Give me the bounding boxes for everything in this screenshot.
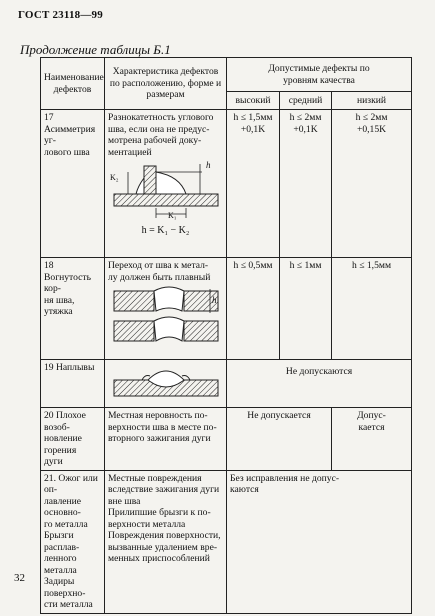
defect-name: 21. Ожог или оп- лавление основно- го металла Брызги расплав- ленного металла Задиры поверхно- сти металла (41, 470, 105, 613)
defect-name: 17 Асимметрия уг- лового шва (41, 110, 105, 258)
table-subtitle: Продолжение таблицы Б.1 (20, 42, 171, 57)
fillet-weld-asymmetry-figure (110, 160, 222, 224)
description-text: Переход от шва к метал- лу должен быть плавный (108, 260, 211, 283)
defect-description: Местные повреждения вследствие зажигания дуги вне шва Прилипшие брызги к по- верхности металла Повреждения поверхности, вызванные удалением вре- менных приспособлений (105, 470, 227, 613)
label-h: h (212, 295, 217, 305)
repair-required-merged: Без исправления не допус- каются (227, 470, 412, 613)
label-k2: K₂ (110, 173, 119, 182)
table-row (41, 470, 412, 613)
not-allowed-merged: Не допускаются (227, 360, 412, 408)
asymmetry-formula: h = K₁ − K₂ (141, 225, 190, 236)
column-header-medium: средний (280, 92, 332, 110)
level-medium-value: h ≤ 2мм +0,1K (280, 110, 332, 258)
level-low-value: h ≤ 2мм +0,15K (332, 110, 412, 258)
standard-header: ГОСТ 23118—99 (18, 9, 103, 21)
column-header-low: низкий (332, 92, 412, 110)
level-medium-value: h ≤ 1мм (280, 258, 332, 360)
table-row (41, 110, 412, 258)
header-row (41, 58, 412, 92)
level-high-value: h ≤ 1,5мм +0,1K (227, 110, 280, 258)
label-k1: K₁ (168, 211, 177, 220)
defects-table (40, 57, 412, 614)
column-header-allowed: Допустимые дефекты по уровням качества (227, 58, 412, 92)
level-low-value: Допус- кается (332, 408, 412, 471)
table-row (41, 408, 412, 471)
table-row (41, 258, 412, 360)
root-concavity-figure (110, 285, 222, 347)
level-high-value: h ≤ 0,5мм (227, 258, 280, 360)
column-header-name: Наименование дефектов (41, 58, 105, 110)
defect-description (105, 258, 227, 360)
overlap-figure (110, 364, 222, 402)
table-row (41, 360, 412, 408)
level-high-medium-value: Не допускается (227, 408, 332, 471)
page-number: 32 (14, 572, 25, 584)
defect-name: 18 Вогнутость кор- ня шва, утяжка (41, 258, 105, 360)
description-text: Разнокатетность углового шва, если она не предус- мотрена рабочей доку- ментацией (108, 112, 214, 158)
defect-name: 20 Плохое возоб- новление горения дуги (41, 408, 105, 471)
level-low-value: h ≤ 1,5мм (332, 258, 412, 360)
label-h: h (206, 160, 211, 170)
column-header-characteristics: Характеристика дефектов по расположению, форме и размерам (105, 58, 227, 110)
defect-description: Местная неровность по- верхности шва в месте по- вторного зажигания дуги (105, 408, 227, 471)
defect-description (105, 110, 227, 258)
defect-description (105, 360, 227, 408)
column-header-high: высокий (227, 92, 280, 110)
defect-name: 19 Наплывы (41, 360, 105, 408)
